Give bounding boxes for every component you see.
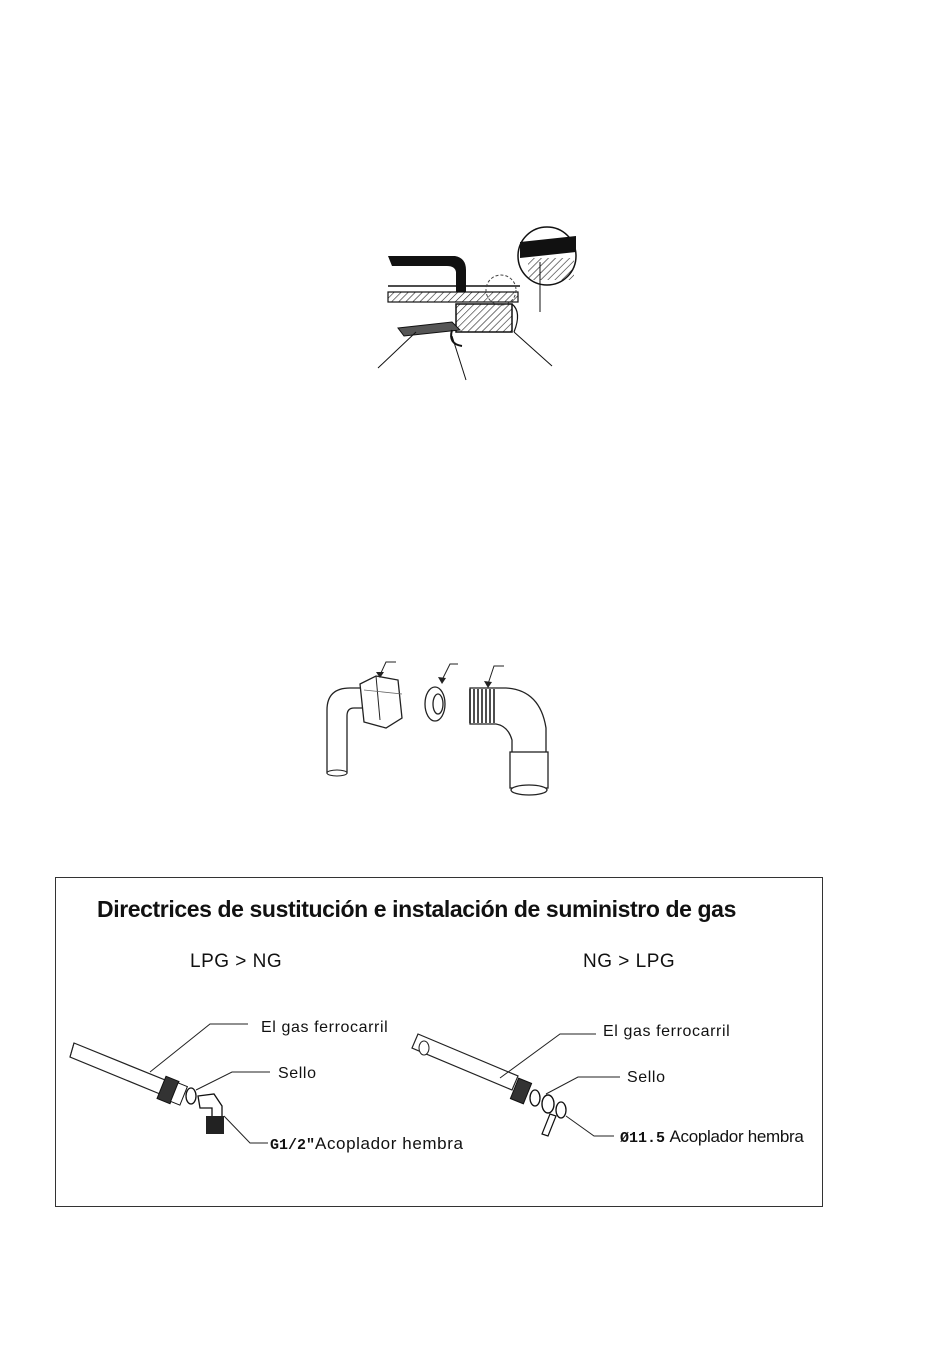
left-coupler-label: Acoplador hembra <box>315 1134 464 1153</box>
lpg-to-ng-heading: LPG > NG <box>190 951 283 972</box>
right-rail-label: El gas ferrocarril <box>603 1023 731 1040</box>
right-coupler-size: Ø11.5 <box>620 1130 666 1147</box>
guide-title: Directrices de sustitución e instalación de suministro de gas <box>97 896 736 922</box>
left-rail-label: El gas ferrocarril <box>261 1019 389 1036</box>
left-seal-label: Sello <box>278 1065 317 1082</box>
ng-to-lpg-heading: NG > LPG <box>583 951 676 972</box>
left-coupler-size: G1/2" <box>270 1137 316 1154</box>
right-seal-label: Sello <box>627 1069 666 1086</box>
right-coupler-text <box>620 1127 804 1147</box>
right-coupler-label: Acoplador hembra <box>669 1127 804 1146</box>
